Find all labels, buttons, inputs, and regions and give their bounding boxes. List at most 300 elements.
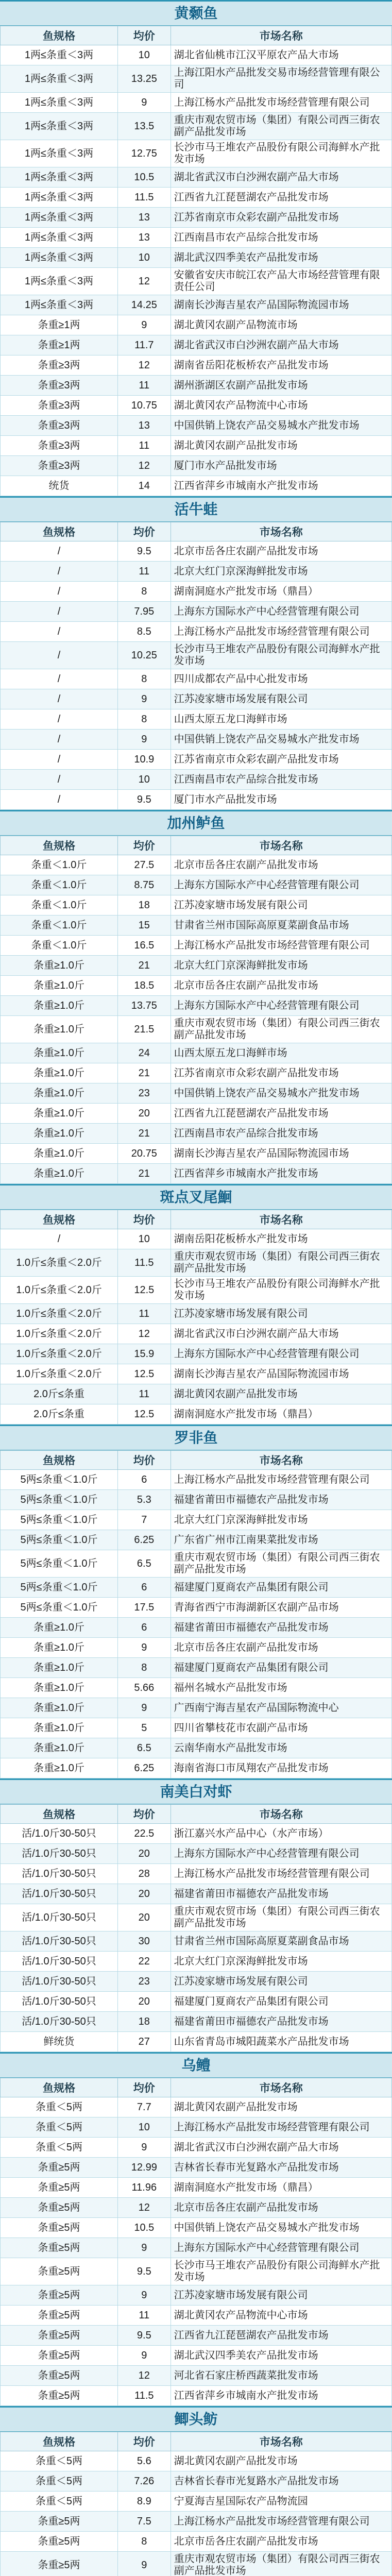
market-cell: 北京市岳各庄农副产品批发市场 bbox=[171, 541, 391, 562]
species-section bbox=[0, 0, 392, 496]
table-row bbox=[1, 855, 392, 875]
header-market: 市场名称 bbox=[171, 1451, 391, 1470]
price-cell: 12 bbox=[118, 1324, 171, 1344]
table-row bbox=[1, 1063, 392, 1083]
table-row bbox=[1, 295, 392, 315]
species-section bbox=[0, 2052, 392, 2406]
spec-cell: 条重＜5两 bbox=[1, 2138, 118, 2158]
market-cell: 湖南长沙海吉星农产品国际物流园市场 bbox=[171, 1364, 391, 1384]
table-row bbox=[1, 642, 392, 669]
price-cell: 13.5 bbox=[118, 113, 171, 140]
spec-cell: / bbox=[1, 669, 118, 689]
spec-cell: / bbox=[1, 750, 118, 770]
market-cell: 江西南昌市农产品综合批发市场 bbox=[171, 1124, 391, 1144]
header-spec: 鱼规格 bbox=[1, 522, 118, 541]
spec-cell: 统货 bbox=[1, 476, 118, 496]
table-row bbox=[1, 1884, 392, 1904]
table-row bbox=[1, 315, 392, 335]
market-cell: 福建厦门夏商农产品集团有限公司 bbox=[171, 1578, 391, 1598]
table-row bbox=[1, 93, 392, 113]
spec-cell: 条重＜1.0斤 bbox=[1, 875, 118, 895]
market-cell: 湖南洞庭水产批发市场（鼎昌） bbox=[171, 1404, 391, 1425]
table-row bbox=[1, 1578, 392, 1598]
price-cell: 7.95 bbox=[118, 602, 171, 622]
table-row bbox=[1, 1530, 392, 1550]
price-table bbox=[0, 522, 392, 810]
header-price: 均价 bbox=[118, 2078, 171, 2097]
spec-cell: 条重≥5两 bbox=[1, 2366, 118, 2386]
market-cell: 上海江杨水产品批发市场经营管理有限公司 bbox=[171, 1864, 391, 1884]
header-market: 市场名称 bbox=[171, 2432, 391, 2451]
table-row bbox=[1, 188, 392, 208]
price-cell: 8 bbox=[118, 669, 171, 689]
spec-cell: 2.0斤≤条重 bbox=[1, 1404, 118, 1425]
spec-cell: 1.0斤≤条重＜2.0斤 bbox=[1, 1304, 118, 1324]
table-row bbox=[1, 1404, 392, 1425]
price-cell: 5.66 bbox=[118, 1678, 171, 1698]
table-row bbox=[1, 956, 392, 976]
price-cell: 10 bbox=[118, 770, 171, 790]
price-table bbox=[0, 1804, 392, 2052]
table-row bbox=[1, 2451, 392, 2471]
market-cell: 福建厦门夏商农产品集团有限公司 bbox=[171, 1992, 391, 2012]
species-title: 乌鳢 bbox=[0, 2052, 392, 2078]
price-table bbox=[0, 836, 392, 1184]
market-cell: 湖北省武汉市白沙洲农副产品大市场 bbox=[171, 335, 391, 355]
spec-cell: 条重≥5两 bbox=[1, 2306, 118, 2326]
spec-cell: 条重≥1.0斤 bbox=[1, 1124, 118, 1144]
price-cell: 18.5 bbox=[118, 976, 171, 996]
market-cell: 重庆市观农贸市场（集团）有限公司西三街农副产品批发市场 bbox=[171, 1249, 391, 1277]
price-cell: 18 bbox=[118, 895, 171, 916]
table-row bbox=[1, 602, 392, 622]
table-row bbox=[1, 2532, 392, 2552]
market-cell: 重庆市观农贸市场（集团）有限公司西三街农副产品批发市场 bbox=[171, 113, 391, 140]
spec-cell: 条重≥5两 bbox=[1, 2178, 118, 2198]
spec-cell: 条重≥1.0斤 bbox=[1, 996, 118, 1016]
spec-cell: 条重＜5两 bbox=[1, 2117, 118, 2138]
table-row bbox=[1, 2158, 392, 2178]
price-cell: 9 bbox=[118, 2138, 171, 2158]
market-cell: 上海东方国际水产中心经营管理有限公司 bbox=[171, 875, 391, 895]
market-cell: 江苏省南京市众彩农副产品批发市场 bbox=[171, 750, 391, 770]
price-cell: 20 bbox=[118, 1104, 171, 1124]
price-cell: 12.5 bbox=[118, 1364, 171, 1384]
price-cell: 10 bbox=[118, 248, 171, 268]
header-spec: 鱼规格 bbox=[1, 1210, 118, 1229]
spec-cell: 1两≤条重＜3两 bbox=[1, 268, 118, 295]
market-cell: 上海东方国际水产中心经营管理有限公司 bbox=[171, 1344, 391, 1364]
market-cell: 北京大红门京深海鲜批发市场 bbox=[171, 1510, 391, 1530]
price-cell: 10 bbox=[118, 1229, 171, 1249]
spec-cell: 1两≤条重＜3两 bbox=[1, 65, 118, 93]
price-cell: 20 bbox=[118, 1992, 171, 2012]
spec-cell: 条重≥1.0斤 bbox=[1, 1043, 118, 1063]
spec-cell: / bbox=[1, 770, 118, 790]
table-row bbox=[1, 1124, 392, 1144]
table-row bbox=[1, 976, 392, 996]
market-cell: 四川成都农产品中心批发市场 bbox=[171, 669, 391, 689]
market-cell: 江苏省南京市众彩农副产品批发市场 bbox=[171, 208, 391, 228]
market-cell: 云南华南水产品批发市场 bbox=[171, 1738, 391, 1758]
table-row bbox=[1, 1144, 392, 1164]
spec-cell: / bbox=[1, 689, 118, 709]
market-cell: 北京大红门京深海鲜批发市场 bbox=[171, 1952, 391, 1972]
table-row bbox=[1, 2198, 392, 2218]
table-row bbox=[1, 456, 392, 476]
spec-cell: 活/1.0斤30-50只 bbox=[1, 1824, 118, 1844]
price-cell: 11.7 bbox=[118, 335, 171, 355]
market-cell: 湖北黄冈农产品物流中心市场 bbox=[171, 2306, 391, 2326]
table-row bbox=[1, 1277, 392, 1304]
spec-cell: 条重≥3两 bbox=[1, 376, 118, 396]
price-cell: 12 bbox=[118, 355, 171, 376]
price-cell: 6.5 bbox=[118, 1550, 171, 1578]
price-cell: 20 bbox=[118, 1904, 171, 1931]
price-cell: 8.75 bbox=[118, 875, 171, 895]
price-cell: 20.75 bbox=[118, 1144, 171, 1164]
table-header-row bbox=[1, 522, 392, 541]
species-title: 南美白对虾 bbox=[0, 1778, 392, 1804]
header-spec: 鱼规格 bbox=[1, 2432, 118, 2451]
market-cell: 中国供销上饶农产品交易城水产批发市场 bbox=[171, 2218, 391, 2238]
market-cell: 湖北省武汉市白沙洲农副产品大市场 bbox=[171, 167, 391, 188]
header-price: 均价 bbox=[118, 2432, 171, 2451]
market-cell: 厦门市水产品批发市场 bbox=[171, 790, 391, 810]
price-cell: 9 bbox=[118, 2238, 171, 2258]
table-row bbox=[1, 622, 392, 642]
market-cell: 上海江杨水产品批发市场经营管理有限公司 bbox=[171, 622, 391, 642]
market-cell: 重庆市观农贸市场（集团）有限公司西三街农副产品批发市场 bbox=[171, 2552, 391, 2576]
price-cell: 11 bbox=[118, 436, 171, 456]
market-cell: 湖南长沙海吉星农产品国际物流园市场 bbox=[171, 295, 391, 315]
price-cell: 17.5 bbox=[118, 1598, 171, 1618]
spec-cell: 条重≥5两 bbox=[1, 2198, 118, 2218]
header-price: 均价 bbox=[118, 836, 171, 855]
market-cell: 福建厦门夏商农产品集团有限公司 bbox=[171, 1658, 391, 1678]
spec-cell: 条重≥1.0斤 bbox=[1, 1698, 118, 1718]
spec-cell: / bbox=[1, 562, 118, 582]
spec-cell: 5两≤条重＜1.0斤 bbox=[1, 1550, 118, 1578]
table-row bbox=[1, 1043, 392, 1063]
species-title: 斑点叉尾鮰 bbox=[0, 1184, 392, 1210]
market-cell: 上海江杨水产品批发市场经营管理有限公司 bbox=[171, 93, 391, 113]
table-row bbox=[1, 436, 392, 456]
spec-cell: 条重＜1.0斤 bbox=[1, 895, 118, 916]
price-cell: 11 bbox=[118, 2306, 171, 2326]
species-section bbox=[0, 2406, 392, 2576]
spec-cell: / bbox=[1, 1229, 118, 1249]
spec-cell: 2.0斤≤条重 bbox=[1, 1384, 118, 1404]
price-cell: 8 bbox=[118, 1658, 171, 1678]
table-row bbox=[1, 2285, 392, 2306]
market-cell: 江苏凌家塘市场发展有限公司 bbox=[171, 895, 391, 916]
price-cell: 11 bbox=[118, 376, 171, 396]
price-cell: 12.75 bbox=[118, 140, 171, 167]
market-cell: 山东省青岛市城阳蔬菜水产品批发市场 bbox=[171, 2032, 391, 2052]
table-row bbox=[1, 1364, 392, 1384]
table-row bbox=[1, 1972, 392, 1992]
price-cell: 11.5 bbox=[118, 188, 171, 208]
table-row bbox=[1, 228, 392, 248]
spec-cell: 条重≥1.0斤 bbox=[1, 1758, 118, 1778]
header-market: 市场名称 bbox=[171, 1210, 391, 1229]
table-row bbox=[1, 1384, 392, 1404]
table-row bbox=[1, 895, 392, 916]
table-row bbox=[1, 248, 392, 268]
spec-cell: / bbox=[1, 642, 118, 669]
table-row bbox=[1, 1304, 392, 1324]
market-cell: 甘肃省兰州市国际高原夏菜副食品市场 bbox=[171, 916, 391, 936]
market-cell: 湖北黄冈农副产品物流市场 bbox=[171, 315, 391, 335]
market-cell: 湖北省武汉市白沙洲农副产品大市场 bbox=[171, 1324, 391, 1344]
market-cell: 上海江杨水产品批发市场经营管理有限公司 bbox=[171, 2117, 391, 2138]
market-cell: 湖南洞庭水产批发市场（鼎昌） bbox=[171, 582, 391, 602]
price-cell: 21 bbox=[118, 1063, 171, 1083]
market-cell: 北京市岳各庄农副产品批发市场 bbox=[171, 976, 391, 996]
spec-cell: 条重≥1.0斤 bbox=[1, 1144, 118, 1164]
table-row bbox=[1, 2492, 392, 2512]
price-cell: 9 bbox=[118, 93, 171, 113]
table-row bbox=[1, 2326, 392, 2346]
price-table bbox=[0, 1210, 392, 1425]
table-header-row bbox=[1, 1805, 392, 1824]
price-table bbox=[0, 1450, 392, 1778]
price-cell: 8.5 bbox=[118, 622, 171, 642]
table-row bbox=[1, 2306, 392, 2326]
market-cell: 北京市岳各庄农副产品批发市场 bbox=[171, 855, 391, 875]
species-title: 黄颡鱼 bbox=[0, 0, 392, 26]
spec-cell: 1两≤条重＜3两 bbox=[1, 167, 118, 188]
spec-cell: 条重≥1两 bbox=[1, 315, 118, 335]
spec-cell: 条重≥1.0斤 bbox=[1, 1164, 118, 1184]
market-cell: 吉林省长春市光复路水产品批发市场 bbox=[171, 2471, 391, 2492]
spec-cell: 条重≥5两 bbox=[1, 2552, 118, 2576]
table-row bbox=[1, 2032, 392, 2052]
market-cell: 湖北黄冈农副产品批发市场 bbox=[171, 1384, 391, 1404]
market-cell: 福建省莆田市福德农产品批发市场 bbox=[171, 1884, 391, 1904]
header-price: 均价 bbox=[118, 26, 171, 45]
market-cell: 中国供销上饶农产品交易城水产批发市场 bbox=[171, 730, 391, 750]
price-cell: 21 bbox=[118, 956, 171, 976]
spec-cell: 1两≤条重＜3两 bbox=[1, 228, 118, 248]
market-cell: 江西省九江琵琶湖农产品批发市场 bbox=[171, 2326, 391, 2346]
market-cell: 广西南宁海吉星农产品国际物流中心 bbox=[171, 1698, 391, 1718]
table-row bbox=[1, 65, 392, 93]
spec-cell: 活/1.0斤30-50只 bbox=[1, 1992, 118, 2012]
market-cell: 湖北武汉四季美农产品批发市场 bbox=[171, 248, 391, 268]
price-cell: 13.25 bbox=[118, 65, 171, 93]
table-row bbox=[1, 476, 392, 496]
price-cell: 22 bbox=[118, 1952, 171, 1972]
price-cell: 10 bbox=[118, 45, 171, 65]
price-cell: 7.7 bbox=[118, 2097, 171, 2117]
market-cell: 上海江杨水产品批发市场经营管理有限公司 bbox=[171, 2512, 391, 2532]
price-cell: 6.25 bbox=[118, 1758, 171, 1778]
price-cell: 20 bbox=[118, 1844, 171, 1864]
spec-cell: / bbox=[1, 709, 118, 730]
table-row bbox=[1, 1658, 392, 1678]
market-cell: 湖北省武汉市白沙洲农副产品大市场 bbox=[171, 2138, 391, 2158]
market-cell: 江西省萍乡市城南水产批发市场 bbox=[171, 476, 391, 496]
spec-cell: / bbox=[1, 730, 118, 750]
header-price: 均价 bbox=[118, 1210, 171, 1229]
market-cell: 长沙市马王堆农产品股份有限公司海鲜水产批发市场 bbox=[171, 1277, 391, 1304]
market-cell: 重庆市观农贸市场（集团）有限公司西三街农副产品批发市场 bbox=[171, 1016, 391, 1043]
market-cell: 厦门市水产品批发市场 bbox=[171, 456, 391, 476]
table-row bbox=[1, 1718, 392, 1738]
table-row bbox=[1, 669, 392, 689]
price-cell: 9 bbox=[118, 730, 171, 750]
table-row bbox=[1, 2238, 392, 2258]
price-cell: 9.5 bbox=[118, 790, 171, 810]
table-header-row bbox=[1, 1210, 392, 1229]
table-row bbox=[1, 1344, 392, 1364]
market-cell: 山西太原五龙口海鲜市场 bbox=[171, 1043, 391, 1063]
market-cell: 江苏凌家塘市场发展有限公司 bbox=[171, 689, 391, 709]
price-cell: 10.5 bbox=[118, 2218, 171, 2238]
species-title: 鲫头鲂 bbox=[0, 2406, 392, 2432]
header-spec: 鱼规格 bbox=[1, 1805, 118, 1824]
table-row bbox=[1, 376, 392, 396]
table-row bbox=[1, 730, 392, 750]
market-cell: 河北省石家庄桥西蔬菜批发市场 bbox=[171, 2366, 391, 2386]
spec-cell: 条重≥5两 bbox=[1, 2386, 118, 2406]
market-cell: 上海东方国际水产中心经营管理有限公司 bbox=[171, 2238, 391, 2258]
market-cell: 广东省广州市江南果菜批发市场 bbox=[171, 1530, 391, 1550]
market-cell: 湖北黄冈农副产品批发市场 bbox=[171, 436, 391, 456]
spec-cell: 条重＜1.0斤 bbox=[1, 936, 118, 956]
price-cell: 24 bbox=[118, 1043, 171, 1063]
table-row bbox=[1, 140, 392, 167]
spec-cell: 条重≥1.0斤 bbox=[1, 1718, 118, 1738]
market-cell: 重庆市观农贸市场（集团）有限公司西三街农副产品批发市场 bbox=[171, 1550, 391, 1578]
market-cell: 江西南昌市农产品综合批发市场 bbox=[171, 228, 391, 248]
table-row bbox=[1, 2178, 392, 2198]
market-cell: 江西省萍乡市城南水产批发市场 bbox=[171, 2386, 391, 2406]
spec-cell: 1两≤条重＜3两 bbox=[1, 188, 118, 208]
table-row bbox=[1, 1992, 392, 2012]
spec-cell: 条重≥1两 bbox=[1, 335, 118, 355]
spec-cell: 1两≤条重＜3两 bbox=[1, 93, 118, 113]
spec-cell: 活/1.0斤30-50只 bbox=[1, 1864, 118, 1884]
market-cell: 湖北黄冈农副产品批发市场 bbox=[171, 2097, 391, 2117]
price-cell: 10.9 bbox=[118, 750, 171, 770]
table-row bbox=[1, 1016, 392, 1043]
table-row bbox=[1, 1324, 392, 1344]
price-cell: 12.5 bbox=[118, 1277, 171, 1304]
table-row bbox=[1, 268, 392, 295]
price-cell: 21.5 bbox=[118, 1016, 171, 1043]
price-cell: 12 bbox=[118, 456, 171, 476]
market-cell: 福建省莆田市福德农产品批发市场 bbox=[171, 1490, 391, 1510]
price-cell: 12 bbox=[118, 2198, 171, 2218]
market-cell: 浙江嘉兴水产品中心（水产市场） bbox=[171, 1824, 391, 1844]
price-cell: 8.9 bbox=[118, 2492, 171, 2512]
market-cell: 江苏凌家塘市场发展有限公司 bbox=[171, 1304, 391, 1324]
table-row bbox=[1, 1844, 392, 1864]
table-row bbox=[1, 1638, 392, 1658]
price-table bbox=[0, 2078, 392, 2406]
price-cell: 6.25 bbox=[118, 1530, 171, 1550]
spec-cell: 1.0斤≤条重＜2.0斤 bbox=[1, 1324, 118, 1344]
price-cell: 11 bbox=[118, 562, 171, 582]
market-cell: 青海省西宁市海湖新区农副产品市场 bbox=[171, 1598, 391, 1618]
price-cell: 12 bbox=[118, 268, 171, 295]
price-cell: 7.5 bbox=[118, 2512, 171, 2532]
price-cell: 10.75 bbox=[118, 396, 171, 416]
spec-cell: 5两≤条重＜1.0斤 bbox=[1, 1578, 118, 1598]
table-row bbox=[1, 1083, 392, 1104]
spec-cell: 条重≥1.0斤 bbox=[1, 976, 118, 996]
spec-cell: 条重≥5两 bbox=[1, 2532, 118, 2552]
spec-cell: / bbox=[1, 602, 118, 622]
market-cell: 上海东方国际水产中心经营管理有限公司 bbox=[171, 996, 391, 1016]
spec-cell: 条重≥3两 bbox=[1, 436, 118, 456]
header-market: 市场名称 bbox=[171, 1805, 391, 1824]
market-cell: 江西省九江琵琶湖农产品批发市场 bbox=[171, 188, 391, 208]
table-header-row bbox=[1, 26, 392, 45]
header-spec: 鱼规格 bbox=[1, 836, 118, 855]
table-row bbox=[1, 916, 392, 936]
spec-cell: 条重≥5两 bbox=[1, 2158, 118, 2178]
table-row bbox=[1, 1738, 392, 1758]
table-row bbox=[1, 2138, 392, 2158]
table-header-row bbox=[1, 1451, 392, 1470]
price-cell: 11 bbox=[118, 1384, 171, 1404]
table-row bbox=[1, 936, 392, 956]
market-cell: 湖北武汉四季美农产品批发市场 bbox=[171, 2346, 391, 2366]
header-market: 市场名称 bbox=[171, 2078, 391, 2097]
table-row bbox=[1, 875, 392, 895]
price-cell: 11.5 bbox=[118, 2386, 171, 2406]
species-title: 活牛蛙 bbox=[0, 496, 392, 522]
spec-cell: 鲜统货 bbox=[1, 2032, 118, 2052]
price-cell: 13 bbox=[118, 228, 171, 248]
spec-cell: 条重≥1.0斤 bbox=[1, 1016, 118, 1043]
market-cell: 中国供销上饶农产品交易城水产批发市场 bbox=[171, 416, 391, 436]
price-cell: 13.75 bbox=[118, 996, 171, 1016]
spec-cell: 条重＜5两 bbox=[1, 2471, 118, 2492]
price-cell: 14 bbox=[118, 476, 171, 496]
price-cell: 7 bbox=[118, 1510, 171, 1530]
market-cell: 福建省莆田市福德农产品批发市场 bbox=[171, 2012, 391, 2032]
table-row bbox=[1, 113, 392, 140]
table-row bbox=[1, 582, 392, 602]
header-market: 市场名称 bbox=[171, 26, 391, 45]
table-row bbox=[1, 2097, 392, 2117]
market-cell: 湖北黄冈农副产品批发市场 bbox=[171, 2451, 391, 2471]
market-cell: 海南省海口市凤翔农产品批发市场 bbox=[171, 1758, 391, 1778]
spec-cell: 条重≥3两 bbox=[1, 355, 118, 376]
table-row bbox=[1, 355, 392, 376]
spec-cell: 1两≤条重＜3两 bbox=[1, 208, 118, 228]
market-cell: 四川省攀枝花市农副产品市场 bbox=[171, 1718, 391, 1738]
price-cell: 8 bbox=[118, 709, 171, 730]
table-row bbox=[1, 770, 392, 790]
species-section bbox=[0, 810, 392, 1184]
spec-cell: 条重≥3两 bbox=[1, 456, 118, 476]
price-cell: 9 bbox=[118, 2552, 171, 2576]
table-row bbox=[1, 1550, 392, 1578]
price-table bbox=[0, 26, 392, 496]
spec-cell: 活/1.0斤30-50只 bbox=[1, 1904, 118, 1931]
table-row bbox=[1, 1678, 392, 1698]
table-row bbox=[1, 416, 392, 436]
market-cell: 福建省莆田市福德农产品批发市场 bbox=[171, 1618, 391, 1638]
market-cell: 山西太原五龙口海鲜市场 bbox=[171, 709, 391, 730]
header-price: 均价 bbox=[118, 1451, 171, 1470]
